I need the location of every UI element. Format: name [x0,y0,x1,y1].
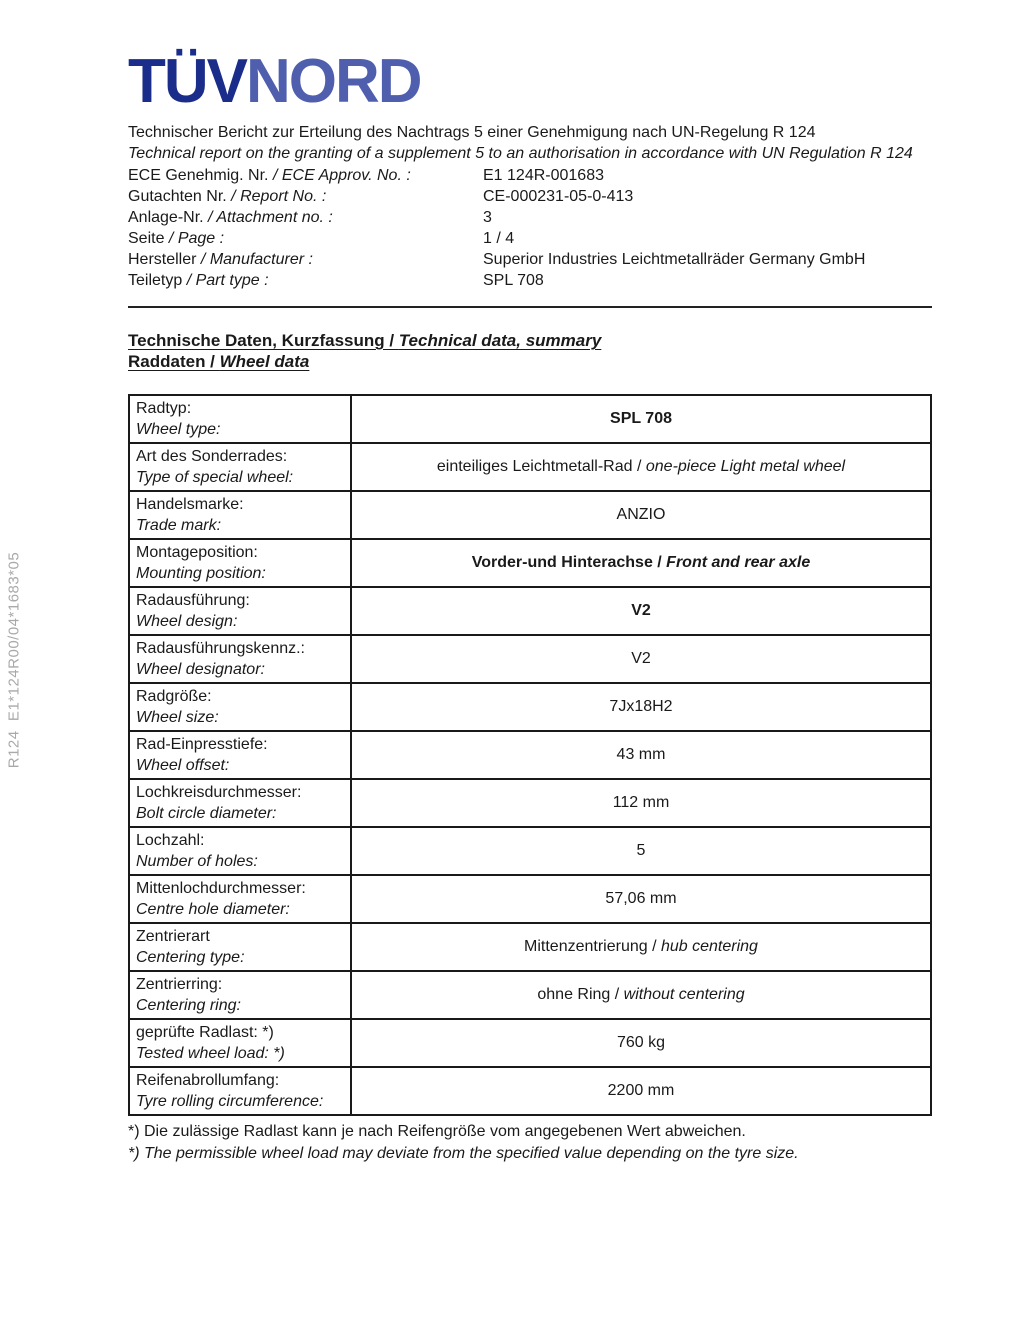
table-row-wheel-design [129,587,931,635]
row-value: 57,06 mm [351,875,931,923]
row-value: ohne Ring / without centering [351,971,931,1019]
intro-german: Technischer Bericht zur Erteilung des Nachtrags 5 einer Genehmigung nach UN-Regelung R 124 [128,124,816,141]
meta-label: Seite / Page : [128,230,225,247]
row-label: Montageposition: Mounting position: [129,539,351,587]
meta-row-page [128,228,932,249]
row-label: Radausführungskennz.: Wheel designator: [129,635,351,683]
table-row-special-wheel-type [129,443,931,491]
meta-label: Hersteller / Manufacturer : [128,251,313,268]
table-row-centering-type [129,923,931,971]
row-label: Mittenlochdurchmesser: Centre hole diameter: [129,875,351,923]
logo-nord: NORD [246,47,421,116]
row-label: Radgröße: Wheel size: [129,683,351,731]
row-value: 2200 mm [351,1067,931,1115]
meta-row-manufacturer [128,249,932,270]
row-value: Mittenzentrierung / hub centering [351,923,931,971]
meta-value: Superior Industries Leichtmetallräder Germany GmbH [483,251,866,268]
tuv-nord-logo [128,48,932,116]
meta-row-ece-approval [128,165,932,186]
meta-row-attachment-no [128,207,932,228]
meta-value: E1 124R-001683 [483,167,604,184]
row-value: 43 mm [351,731,931,779]
table-row-wheel-size [129,683,931,731]
meta-label: Anlage-Nr. / Attachment no. : [128,209,333,226]
row-value: SPL 708 [351,395,931,443]
meta-label: ECE Genehmig. Nr. / ECE Approv. No. : [128,167,411,184]
row-label: Radtyp: Wheel type: [129,395,351,443]
table-row-tyre-rolling-circumference [129,1067,931,1115]
meta-value: 3 [483,209,492,226]
footnotes [128,1121,932,1165]
section-subtitle: Raddaten / Wheel data [128,352,310,371]
table-row-wheel-type [129,395,931,443]
report-intro [128,122,932,164]
row-value: 112 mm [351,779,931,827]
logo-tuv: TÜV [128,47,246,116]
row-label: Reifenabrollumfang: Tyre rolling circumference: [129,1067,351,1115]
row-value: 7Jx18H2 [351,683,931,731]
table-row-number-of-holes [129,827,931,875]
row-label: Lochkreisdurchmesser: Bolt circle diameter: [129,779,351,827]
divider-rule [128,306,932,308]
row-label: geprüfte Radlast: *) Tested wheel load: *) [129,1019,351,1067]
row-value: 760 kg [351,1019,931,1067]
table-row-wheel-designator [129,635,931,683]
row-value: V2 [351,635,931,683]
row-value: V2 [351,587,931,635]
table-row-trade-mark [129,491,931,539]
table-row-centre-hole-diameter [129,875,931,923]
row-value: 5 [351,827,931,875]
table-row-centering-ring [129,971,931,1019]
section-heading [128,330,932,372]
table-row-mounting-position [129,539,931,587]
row-label: Art des Sonderrades: Type of special wheel: [129,443,351,491]
row-label: Rad-Einpresstiefe: Wheel offset: [129,731,351,779]
table-row-wheel-offset [129,731,931,779]
footnote-english: *) The permissible wheel load may deviate from the specified value depending on the tyre size. [128,1145,799,1162]
table-row-bolt-circle-diameter [129,779,931,827]
footnote-german: *) Die zulässige Radlast kann je nach Reifengröße vom angegebenen Wert abweichen. [128,1123,746,1140]
row-label: Lochzahl: Number of holes: [129,827,351,875]
wheel-data-table [128,394,932,1116]
row-label: Handelsmarke: Trade mark: [129,491,351,539]
meta-row-part-type [128,270,932,291]
section-title: Technische Daten, Kurzfassung / Technical data, summary [128,331,602,350]
row-label: Zentrierring: Centering ring: [129,971,351,1019]
meta-value: SPL 708 [483,272,544,289]
row-label: Zentrierart Centering type: [129,923,351,971]
row-value: Vorder-und Hinterachse / Front and rear axle [351,539,931,587]
meta-value: 1 / 4 [483,230,515,247]
row-value: einteiliges Leichtmetall-Rad / one-piece Light metal wheel [351,443,931,491]
report-meta [128,165,932,291]
table-row-tested-wheel-load [129,1019,931,1067]
meta-label: Gutachten Nr. / Report No. : [128,188,327,205]
row-value: ANZIO [351,491,931,539]
margin-approval-code: R124 E1*124R00/04*1683*05 [5,551,23,769]
page-content [128,48,932,1165]
meta-label: Teiletyp / Part type : [128,272,269,289]
intro-english: Technical report on the granting of a supplement 5 to an authorisation in accordance with UN Regulation R 124 [128,145,913,162]
meta-row-report-no [128,186,932,207]
meta-value: CE-000231-05-0-413 [483,188,634,205]
row-label: Radausführung: Wheel design: [129,587,351,635]
